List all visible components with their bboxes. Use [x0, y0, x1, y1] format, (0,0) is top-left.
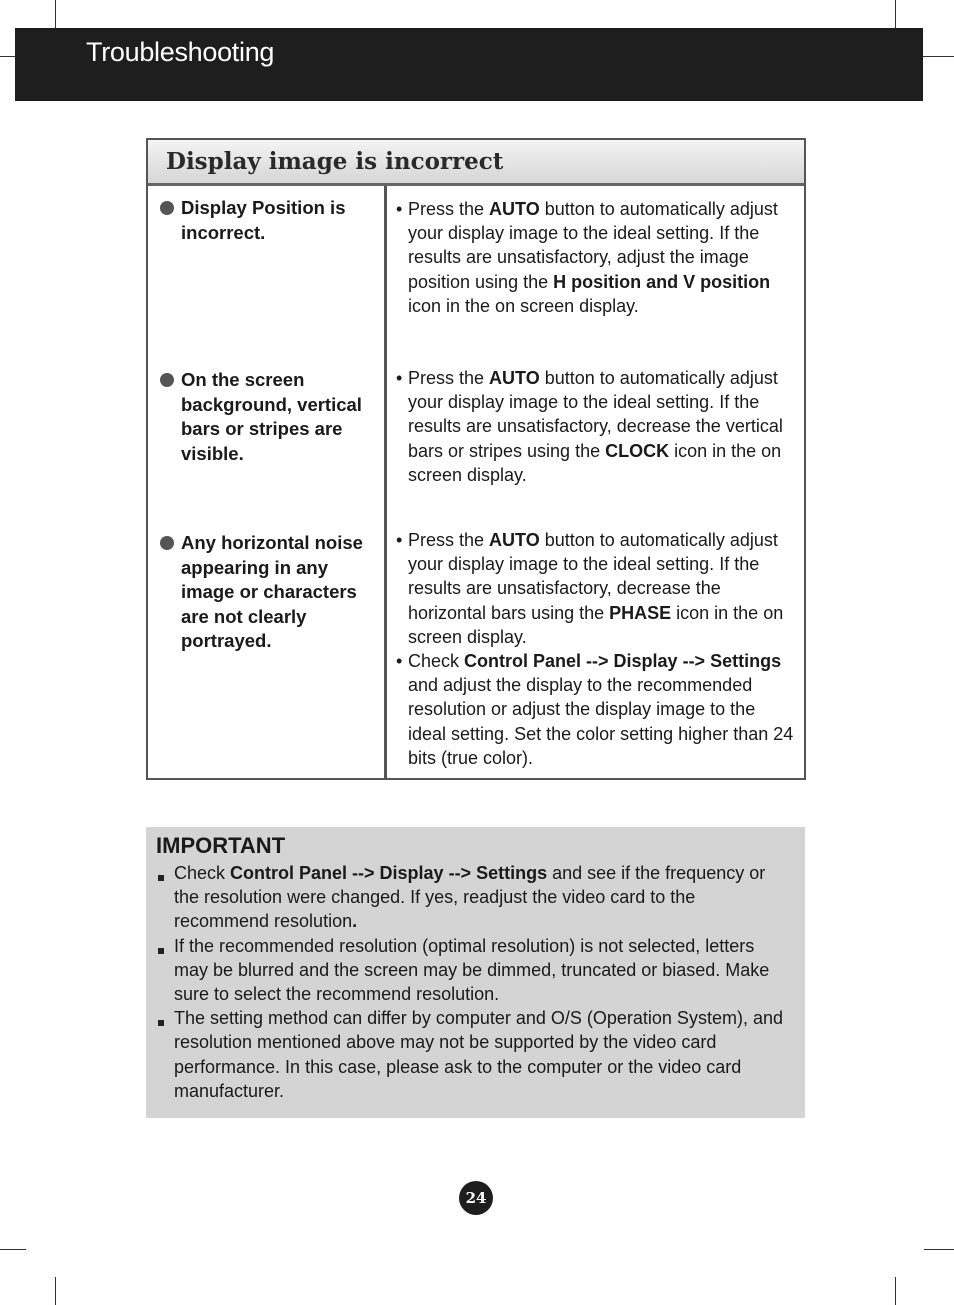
crop-mark: [895, 0, 896, 28]
crop-mark: [55, 1277, 56, 1305]
crop-mark: [895, 1277, 896, 1305]
body-text: Press the: [408, 368, 490, 388]
table-title: Display image is incorrect: [166, 148, 504, 175]
body-text: and see if the frequency or the resolution were changed. If yes, readjust the video card to the recommend resolution: [174, 863, 766, 932]
symptom-1: [160, 196, 370, 245]
crop-mark: [0, 56, 15, 57]
emphasis-text: .: [352, 911, 358, 932]
important-text: [174, 1006, 786, 1103]
column-divider: [384, 186, 387, 778]
body-text: If the results are unsatisfactory, adjust the image position using the: [408, 223, 760, 292]
symptom-text: Any horizontal noise appearing in any image or characters are not clearly portrayed.: [181, 532, 363, 651]
solution-text: [408, 197, 796, 318]
important-box: [146, 827, 805, 1118]
emphasis-text: Control Panel --> Display --> Settings: [464, 651, 782, 672]
symptom-text: On the screen background, vertical bars or stripes are visible.: [181, 369, 362, 464]
body-text: The setting method can differ by computer and O/S (Operation System), and resolution mentioned above may not be supported by the video card performance. In this case, please ask to the computer or the video card manufacturer.: [174, 1008, 783, 1101]
solution-text: [408, 649, 796, 770]
body-text: icon in the on screen display.: [408, 440, 782, 485]
body-text: Press the: [408, 530, 490, 550]
bullet-icon: •: [396, 199, 403, 219]
emphasis-text: PHASE: [609, 602, 672, 623]
body-text: icon in the on screen display.: [408, 295, 639, 316]
solution-text: [408, 366, 796, 487]
important-list: [156, 861, 786, 1103]
bullet-circle-icon: [160, 373, 174, 387]
emphasis-text: AUTO: [489, 530, 540, 550]
page-number: 24: [459, 1181, 493, 1215]
bullet-circle-icon: [160, 201, 174, 215]
body-text: If the recommended resolution (optimal resolution) is not selected, letters may be blurred and the screen may be dimmed, truncated or biased. Make sure to select the recommend resolution.: [174, 935, 770, 1005]
crop-mark: [0, 1249, 26, 1250]
body-text: button to automatically adjust your display image to the ideal setting.: [408, 530, 778, 575]
square-bullet-icon: [158, 1020, 164, 1026]
important-item: [156, 934, 786, 1007]
solution-3: [396, 528, 796, 770]
troubleshooting-table: [146, 138, 806, 780]
emphasis-text: AUTO: [489, 199, 540, 219]
emphasis-text: AUTO: [489, 368, 540, 388]
square-bullet-icon: [158, 875, 164, 881]
bullet-icon: •: [396, 651, 403, 672]
important-item: [156, 1006, 786, 1103]
page-title: Troubleshooting: [86, 37, 275, 67]
solution-item: [396, 528, 796, 649]
body-text: button to automatically adjust your display image to the ideal setting.: [408, 199, 778, 244]
body-text: button to automatically adjust your display image to the ideal setting.: [408, 368, 778, 413]
bullet-icon: •: [396, 368, 403, 388]
emphasis-text: H position and V position: [553, 271, 771, 292]
important-item: [156, 861, 786, 934]
important-title: IMPORTANT: [156, 833, 286, 858]
body-text: If the results are unsatisfactory, decrease the vertical bars or stripes using the: [408, 392, 783, 461]
solution-item: [396, 366, 796, 487]
solution-1: [396, 197, 796, 318]
body-text: icon in the on screen display.: [408, 602, 784, 647]
symptom-3: [160, 531, 370, 654]
crop-mark: [924, 1249, 954, 1250]
emphasis-text: Control Panel --> Display --> Settings: [230, 863, 548, 883]
bullet-icon: •: [396, 530, 403, 550]
table-header: [148, 140, 804, 186]
symptom-2: [160, 368, 370, 466]
emphasis-text: CLOCK: [605, 440, 670, 461]
crop-mark: [55, 0, 56, 28]
bullet-circle-icon: [160, 536, 174, 550]
solution-item: [396, 197, 796, 318]
solution-2: [396, 366, 796, 487]
body-text: If the results are unsatisfactory, decrease the horizontal bars using the: [408, 554, 760, 623]
solution-item: [396, 649, 796, 770]
body-text: and adjust the display to the recommended resolution or adjust the display image to the ideal setting. Set the color setting higher than 24 bits (true color).: [408, 675, 794, 768]
crop-mark: [923, 56, 954, 57]
square-bullet-icon: [158, 948, 164, 954]
symptom-text: Display Position is incorrect.: [181, 197, 346, 243]
body-text: Check: [408, 651, 465, 672]
solution-text: [408, 528, 796, 649]
body-text: Press the: [408, 199, 490, 219]
important-text: [174, 861, 786, 934]
important-text: [174, 934, 786, 1007]
body-text: Check: [174, 863, 231, 883]
